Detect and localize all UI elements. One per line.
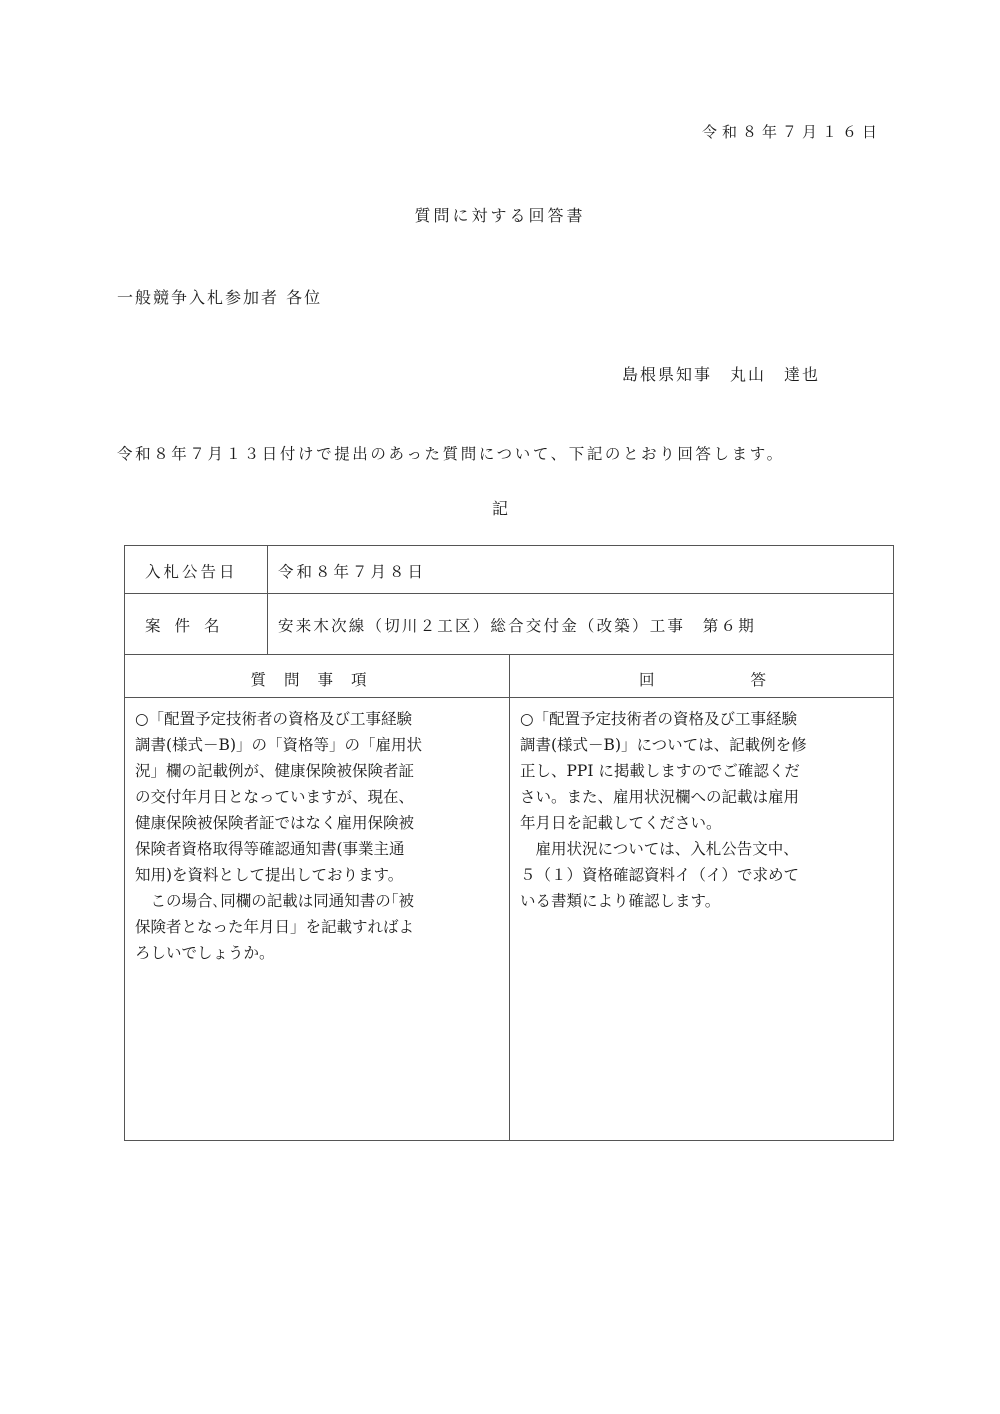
question-line: の交付年月日となっていますが、現在、 xyxy=(135,788,415,806)
document-title: 質問に対する回答書 xyxy=(414,206,586,225)
addressee: 一般競争入札参加者 各位 xyxy=(117,288,323,307)
answer-line: いる書類により確認します。 xyxy=(520,892,721,910)
question-line: 況」欄の記載例が、健康保険被保険者証 xyxy=(135,762,415,780)
qa-column-divider xyxy=(509,654,510,1140)
label-column-divider xyxy=(267,546,268,654)
answer-line: ５（１）資格確認資料イ（イ）で求めて xyxy=(520,866,800,884)
answer-line: 年月日を記載してください。 xyxy=(520,814,722,832)
question-line: この場合､同欄の記載は同通知書の｢被 xyxy=(135,892,415,910)
answer-header: 回答 xyxy=(638,671,862,689)
sender: 島根県知事 丸山 達也 xyxy=(622,365,821,384)
question-header: 質問事項 xyxy=(250,671,385,689)
bid-date-label: 入札公告日 xyxy=(145,563,238,581)
answer-line: さい。また、雇用状況欄への記載は雇用 xyxy=(520,788,800,806)
bid-date-value: 令和８年７月８日 xyxy=(278,563,427,581)
document-date: 令和８年７月１６日 xyxy=(701,123,882,141)
question-line: 保険者となった年月日」を記載すればよ xyxy=(135,918,415,936)
ki-heading: 記 xyxy=(491,499,508,518)
project-value: 安来木次線（切川２工区）総合交付金（改築）工事 第６期 xyxy=(278,617,756,635)
qa-table xyxy=(124,545,894,1141)
question-line: 保険者資格取得等確認通知書(事業主通 xyxy=(135,840,405,858)
project-label: 案件名 xyxy=(145,617,234,635)
answer-line: ○「配置予定技術者の資格及び工事経験 xyxy=(520,710,798,728)
intro-text: 令和８年７月１３日付けで提出のあった質問について、下記のとおり回答します。 xyxy=(117,445,785,463)
answer-text xyxy=(520,706,807,914)
question-line: 調書(様式－B)」の「資格等」の「雇用状 xyxy=(135,736,422,754)
answer-line: 調書(様式－B)」については、記載例を修 xyxy=(520,736,807,754)
question-text xyxy=(135,706,422,966)
question-line: ○「配置予定技術者の資格及び工事経験 xyxy=(135,710,413,728)
answer-line: 雇用状況については、入札公告文中、 xyxy=(520,840,799,858)
question-line: 健康保険被保険者証ではなく雇用保険被 xyxy=(135,814,415,832)
row-divider xyxy=(125,593,893,594)
answer-line: 正し、PPI に掲載しますのでご確認くだ xyxy=(520,762,800,780)
question-line: 知用)を資料として提出しております。 xyxy=(135,866,404,884)
question-line: ろしいでしょうか。 xyxy=(135,944,275,962)
